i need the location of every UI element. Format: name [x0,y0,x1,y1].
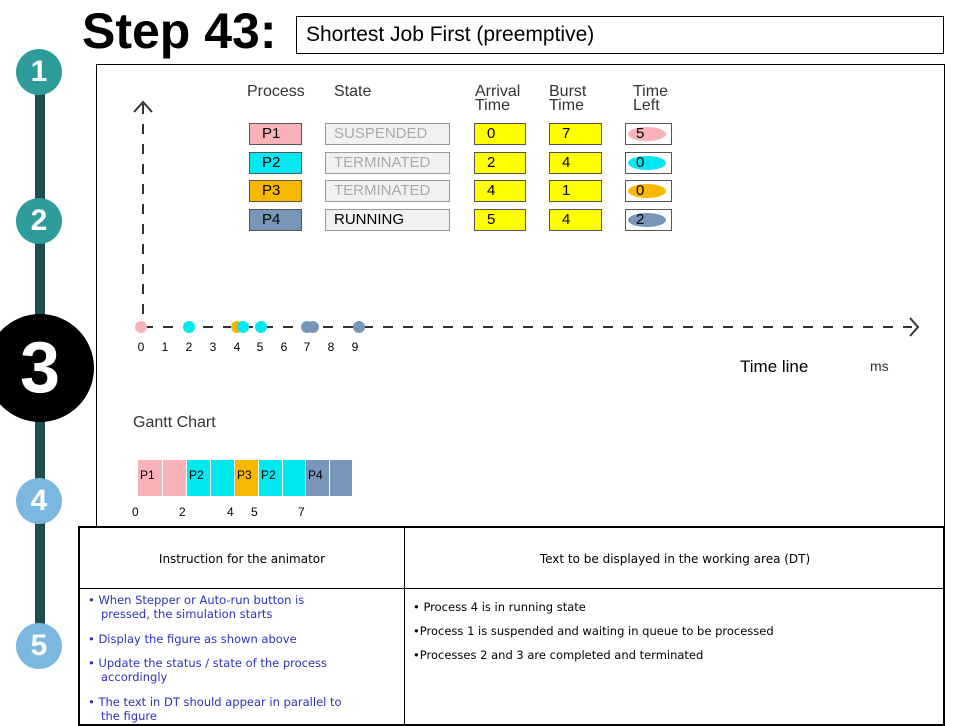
time-left-header-line1: Time [633,83,668,100]
process-name-p3: P3 [249,180,302,202]
timeline-unit: ms [870,358,889,374]
step-3-indicator[interactable]: 3 [0,314,94,422]
timeline-marker-p1-arrival [135,321,147,333]
timeline-tick: 2 [185,340,193,354]
gantt-segment-p3: P3 [234,460,258,496]
timeline-tick: 5 [256,340,264,354]
animator-instruction-1: • When Stepper or Auto-run button is [88,593,305,607]
animator-instruction-3-cont: accordingly [101,670,168,684]
burst-time-p2: 4 [549,152,602,174]
step-4-indicator[interactable]: 4 [16,478,62,524]
timeline-tick: 6 [280,340,288,354]
process-state-p2: TERMINATED [325,152,450,174]
process-name-p2: P2 [249,152,302,174]
arrival-time-p3: 4 [474,180,526,202]
display-text-2: •Process 1 is suspended and waiting in queue to be processed [413,624,774,638]
timeline-tick: 7 [303,340,311,354]
timeline-tick: 0 [137,340,145,354]
timeline-tick: 1 [161,340,169,354]
burst-time-p4: 4 [549,209,602,231]
time-left-p3: 0 [636,182,645,199]
gantt-segment-p4: P4 [305,460,329,496]
burst-time-p1: 7 [549,123,602,145]
time-left-p2: 0 [636,154,645,171]
animator-instruction-4-cont: the figure [101,709,157,723]
process-state-p1: SUSPENDED [325,123,450,145]
step-2-indicator[interactable]: 2 [16,198,62,244]
display-text-header: Text to be displayed in the working area (DT) [539,552,811,566]
algorithm-title: Shortest Job First (preemptive) [296,16,944,54]
display-text-3: •Processes 2 and 3 are completed and terminated [413,648,704,662]
timeline-marker-p4-mid [307,321,319,333]
timeline-marker-current [353,321,365,333]
gantt-tick: 5 [251,505,258,519]
arrival-time-p4: 5 [474,209,526,231]
arrival-time-p1: 0 [474,123,526,145]
process-header: Process [247,83,305,100]
animator-instruction-3: • Update the status / state of the process [88,656,328,670]
process-name-p4: P4 [249,209,302,231]
burst-header-line2: Time [549,97,584,114]
process-state-p4: RUNNING [325,209,450,231]
time-left-header-line2: Left [633,97,660,114]
animator-instruction-1-cont: pressed, the simulation starts [101,607,273,621]
display-text-1: • Process 4 is in running state [413,600,586,614]
gantt-segment-p2-resume-cont [282,460,305,496]
timeline-tick: 9 [351,340,359,354]
timeline-marker-p2-arrival [183,321,195,333]
gantt-tick: 2 [179,505,186,519]
animator-instruction-4: • The text in DT should appear in parallel to [88,695,342,709]
step-5-indicator[interactable]: 5 [16,623,62,669]
gantt-segment-p4-cont [329,460,352,496]
step-1-indicator[interactable]: 1 [16,49,62,95]
timeline-marker-p2-resume [237,321,249,333]
gantt-segment-p2-resume: P2 [258,460,282,496]
timeline-tick: 3 [209,340,217,354]
timeline-marker-p2-end [255,321,267,333]
process-state-p3: TERMINATED [325,180,450,202]
gantt-segment-p1-cont [162,460,186,496]
timeline-label: Time line [740,357,809,376]
gantt-segment-p2-cont [210,460,234,496]
burst-header-line1: Burst [549,83,587,100]
time-left-p4: 2 [636,211,645,228]
gantt-tick: 0 [132,505,139,519]
burst-time-p3: 1 [549,180,602,202]
arrival-header-line2: Time [475,97,510,114]
instructions-table [78,526,945,726]
gantt-tick: 7 [298,505,305,519]
process-name-p1: P1 [249,123,302,145]
page-title: Step 43: [82,3,277,59]
table-row-divider [80,588,945,589]
gantt-title: Gantt Chart [133,414,216,431]
arrival-time-p2: 2 [474,152,526,174]
arrival-header-line1: Arrival [475,83,521,100]
gantt-segment-p1: P1 [138,460,162,496]
timeline-tick: 8 [327,340,335,354]
state-header: State [334,83,372,100]
timeline-tick: 4 [233,340,241,354]
gantt-segment-p2: P2 [186,460,210,496]
gantt-tick: 4 [227,505,234,519]
animator-instructions-header: Instruction for the animator [158,552,326,566]
time-left-p1: 5 [636,125,645,142]
animator-instruction-2: • Display the figure as shown above [88,632,297,646]
